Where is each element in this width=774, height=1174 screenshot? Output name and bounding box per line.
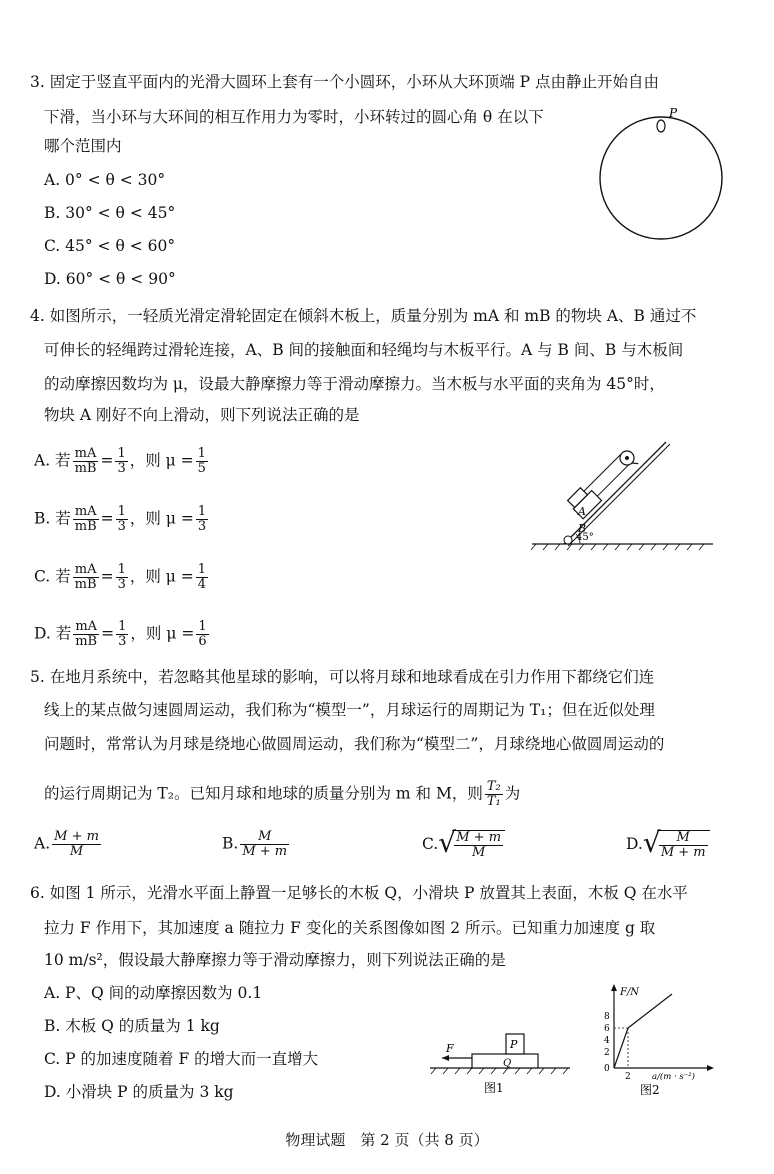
q6-option-c: C. P 的加速度随着 F 的增大而一直增大 — [44, 1050, 319, 1068]
q6-option-d: D. 小滑块 P 的质量为 3 kg — [44, 1083, 234, 1101]
q3-circle-figure — [595, 105, 730, 245]
q6-fig1-p-label: P — [510, 1038, 518, 1051]
q4-figure-angle-label: 45° — [576, 532, 594, 543]
q5-stem-line2: 线上的某点做匀速圆周运动，我们称为“模型一”，月球运行的周期记为 T₁；但在近似处理 — [44, 701, 655, 719]
q6-fig1-caption: 图1 — [484, 1081, 504, 1095]
q6-fig2-ytick-6: 6 — [604, 1024, 610, 1034]
q3-option-b: B. 30° < θ < 45° — [44, 204, 176, 222]
q5-stem-line1: 5. 在地月系统中，若忽略其他星球的影响，可以将月球和地球看成在引力作用下都绕它们连 — [30, 668, 655, 686]
q5-option-a: A. $\frac{M + m}{M}$ — [34, 829, 99, 859]
q6-fig2-xtick-2: 2 — [625, 1072, 631, 1082]
q3-stem-line3: 哪个范围内 — [44, 137, 122, 155]
q6-stem-line3: 10 m/s²，假设最大静摩擦力等于滑动摩擦力，则下列说法正确的是 — [44, 951, 506, 969]
q3-option-d: D. 60° < θ < 90° — [44, 270, 176, 288]
q6-figure1 — [426, 1028, 574, 1100]
q3-option-c: C. 45° < θ < 60° — [44, 237, 176, 255]
q4-figure-b-label: B — [578, 522, 587, 535]
q3-stem-line2: 下滑，当小环与大环间的相互作用力为零时，小环转过的圆心角 θ 在以下 — [44, 108, 544, 126]
q6-fig2-ytick-8: 8 — [604, 1012, 610, 1022]
q5-stem-line4: 的运行周期记为 T₂。已知月球和地球的质量分别为 m 和 M，则 $\frac{\text{T₂}}{\text{T₁}}$ 为 — [44, 779, 521, 809]
q6-fig2-xlabel: a/(m · s⁻²) — [652, 1072, 695, 1082]
q6-stem-line2: 拉力 F 作用下，其加速度 a 随拉力 F 变化的关系图像如图 2 所示。已知重力加速度 g 取 — [44, 919, 656, 937]
q6-fig2-ytick-4: 4 — [604, 1036, 610, 1046]
q6-figure2 — [592, 982, 722, 1100]
q6-fig2-caption: 图2 — [640, 1083, 660, 1097]
q6-fig1-q-label: Q — [503, 1058, 512, 1069]
q4-option-a: A. 若 $\frac{mA}{mB}$ = $\frac{1}{3}$ ，则 μ = $\frac{1}{5}$ — [34, 446, 206, 476]
q4-stem-line2: 可伸长的轻绳跨过滑轮连接，A、B 间的接触面和轻绳均与木板平行。A 与 B 间、B 与木板间 — [44, 341, 684, 359]
q6-fig2-ytick-0: 0 — [604, 1064, 610, 1074]
q4-option-b: B. 若 $\frac{mA}{mB}$ = $\frac{1}{3}$ ，则 μ = $\frac{1}{3}$ — [34, 504, 207, 534]
q5-option-d: D. √ $\frac{M}{M + m}$ — [626, 830, 710, 860]
q4-stem-line1: 4. 如图所示，一轻质光滑定滑轮固定在倾斜木板上，质量分别为 mA 和 mB 的物块 A、B 通过不 — [30, 307, 697, 325]
q4-option-c: C. 若 $\frac{mA}{mB}$ = $\frac{1}{3}$ ，则 μ = $\frac{1}{4}$ — [34, 562, 207, 592]
q4-stem-line4: 物块 A 刚好不向上滑动，则下列说法正确的是 — [44, 406, 360, 424]
q4-figure-a-label: A — [578, 505, 586, 518]
q5-option-c: C. √ $\frac{M + m}{M}$ — [422, 830, 505, 860]
q3-stem-line1: 3. 固定于竖直平面内的光滑大圆环上套有一个小圆环，小环从大环顶端 P 点由静止开始自由 — [30, 73, 660, 91]
page-footer: 物理试题 第 2 页（共 8 页） — [285, 1131, 489, 1149]
q6-option-a: A. P、Q 间的动摩擦因数为 0.1 — [44, 984, 263, 1002]
q6-fig1-f-label: F — [446, 1042, 454, 1055]
q6-stem-line1: 6. 如图 1 所示，光滑水平面上静置一足够长的木板 Q，小滑块 P 放置其上表面，木板 Q 在水平 — [30, 884, 688, 902]
q6-fig2-ylabel: F/N — [620, 987, 640, 998]
q5-option-b: B. $\frac{M}{M + m}$ — [222, 829, 288, 859]
q3-figure-p-label: P — [669, 106, 678, 120]
q4-stem-line3: 的动摩擦因数均为 μ，设最大静摩擦力等于滑动摩擦力。当木板与水平面的夹角为 45°时， — [44, 375, 665, 393]
q3-option-a: A. 0° < θ < 30° — [44, 171, 166, 189]
q4-incline-figure — [528, 436, 718, 554]
q6-option-b: B. 木板 Q 的质量为 1 kg — [44, 1017, 220, 1035]
q4-option-d: D. 若 $\frac{mA}{mB}$ = $\frac{1}{3}$ ，则 μ = $\frac{1}{6}$ — [34, 619, 207, 649]
q6-fig2-ytick-2: 2 — [604, 1048, 610, 1058]
q5-stem-line3: 问题时，常常认为月球是绕地心做圆周运动，我们称为“模型二”，月球绕地心做圆周运动的 — [44, 735, 665, 753]
